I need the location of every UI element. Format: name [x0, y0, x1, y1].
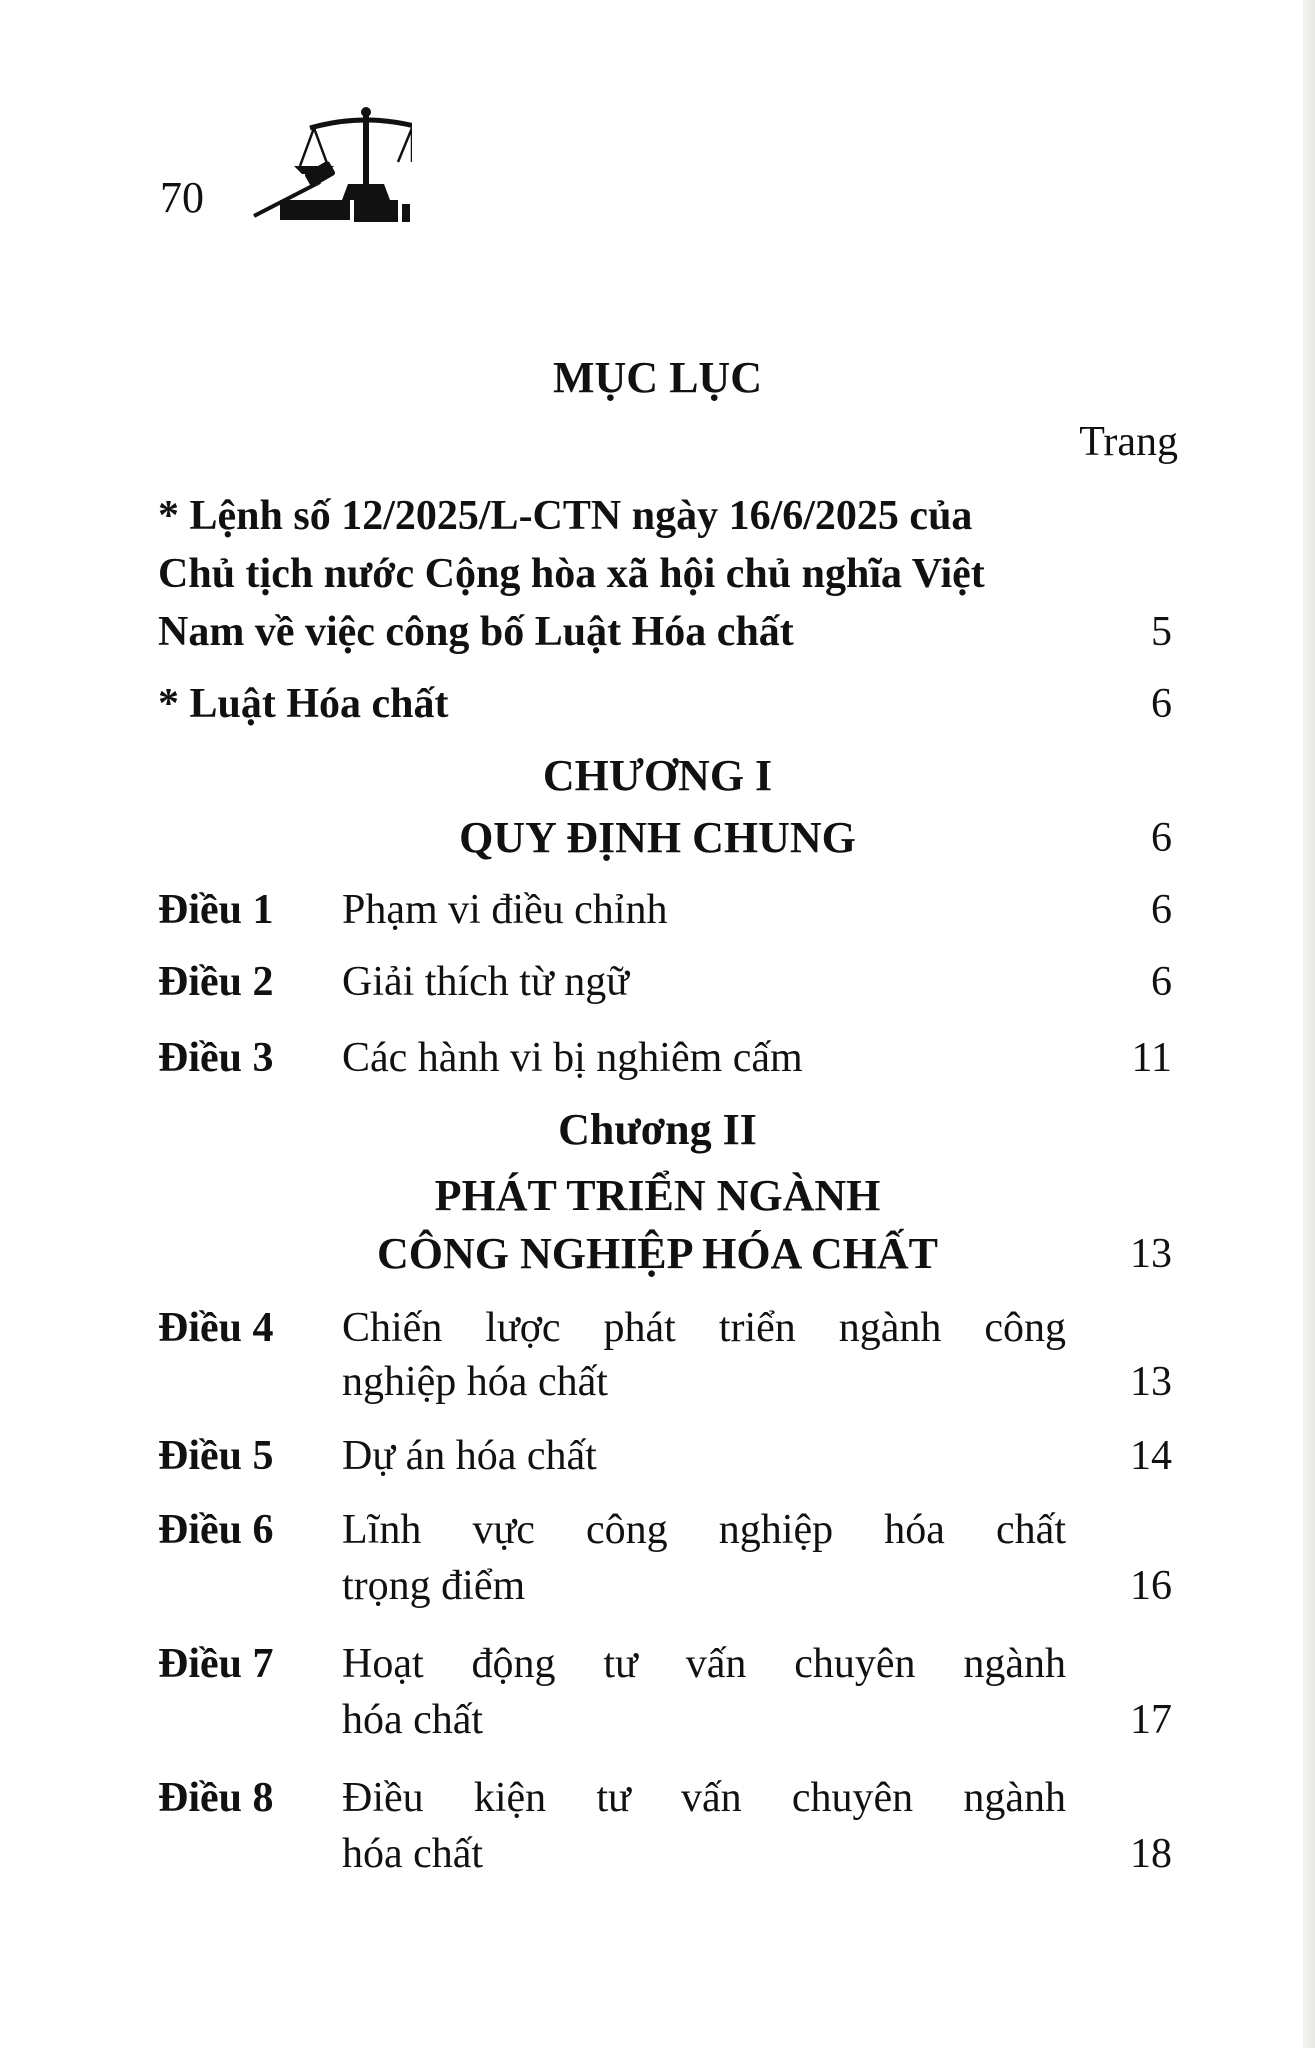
article-number: Điều 4 [158, 1305, 274, 1351]
entry-page-number: 5 [1151, 609, 1172, 655]
article-number: Điều 2 [158, 959, 274, 1005]
article-title-cont: hóa chất [342, 1831, 484, 1877]
article-title: Hoạt động tư vấn chuyên ngành [342, 1641, 1066, 1687]
page-edge-shadow [1303, 0, 1315, 2048]
article-number: Điều 7 [158, 1641, 274, 1687]
toc-title: MỤC LỤC [553, 353, 762, 402]
article-number: Điều 5 [158, 1433, 274, 1479]
article-title: Giải thích từ ngữ [342, 959, 629, 1005]
chapter-title: PHÁT TRIỂN NGÀNH [434, 1171, 881, 1220]
chapter-page-number: 13 [1130, 1231, 1172, 1277]
article-title-cont: nghiệp hóa chất [342, 1359, 608, 1405]
article-number: Điều 1 [158, 887, 274, 933]
article-page-number: 13 [1130, 1359, 1172, 1405]
article-title: Phạm vi điều chỉnh [342, 887, 668, 933]
chapter-page-number: 6 [1151, 815, 1172, 861]
page-number: 70 [160, 173, 204, 222]
article-page-number: 18 [1130, 1831, 1172, 1877]
article-page-number: 16 [1130, 1563, 1172, 1609]
article-number: Điều 8 [158, 1775, 274, 1821]
chapter-title: QUY ĐỊNH CHUNG [459, 813, 856, 862]
intro-entry-line: Chủ tịch nước Cộng hòa xã hội chủ nghĩa Việt [158, 551, 985, 597]
article-title-cont: hóa chất [342, 1697, 484, 1743]
chapter-title: CÔNG NGHIỆP HÓA CHẤT [376, 1229, 939, 1278]
article-title: Dự án hóa chất [342, 1433, 597, 1479]
chapter-label: Chương II [558, 1105, 757, 1154]
article-title-cont: trọng điểm [342, 1563, 526, 1609]
intro-entry-line: * Lệnh số 12/2025/L-CTN ngày 16/6/2025 của [158, 493, 973, 539]
chapter-label: CHƯƠNG I [542, 751, 773, 800]
article-number: Điều 3 [158, 1035, 274, 1081]
article-page-number: 6 [1151, 959, 1172, 1005]
article-title: Các hành vi bị nghiêm cấm [342, 1035, 803, 1081]
scales-of-justice-gavel-icon [244, 104, 412, 224]
article-page-number: 14 [1130, 1433, 1172, 1479]
entry-page-number: 6 [1151, 681, 1172, 727]
page-column-label: Trang [1079, 419, 1178, 465]
article-page-number: 11 [1131, 1035, 1172, 1081]
intro-entry-line: Nam về việc công bố Luật Hóa chất [158, 609, 794, 655]
article-title: Chiến lược phát triển ngành công [342, 1305, 1066, 1351]
intro-entry-line: * Luật Hóa chất [158, 681, 449, 727]
article-title: Lĩnh vực công nghiệp hóa chất [342, 1507, 1066, 1553]
article-page-number: 6 [1151, 887, 1172, 933]
article-title: Điều kiện tư vấn chuyên ngành [342, 1775, 1066, 1821]
article-page-number: 17 [1130, 1697, 1172, 1743]
article-number: Điều 6 [158, 1507, 274, 1553]
